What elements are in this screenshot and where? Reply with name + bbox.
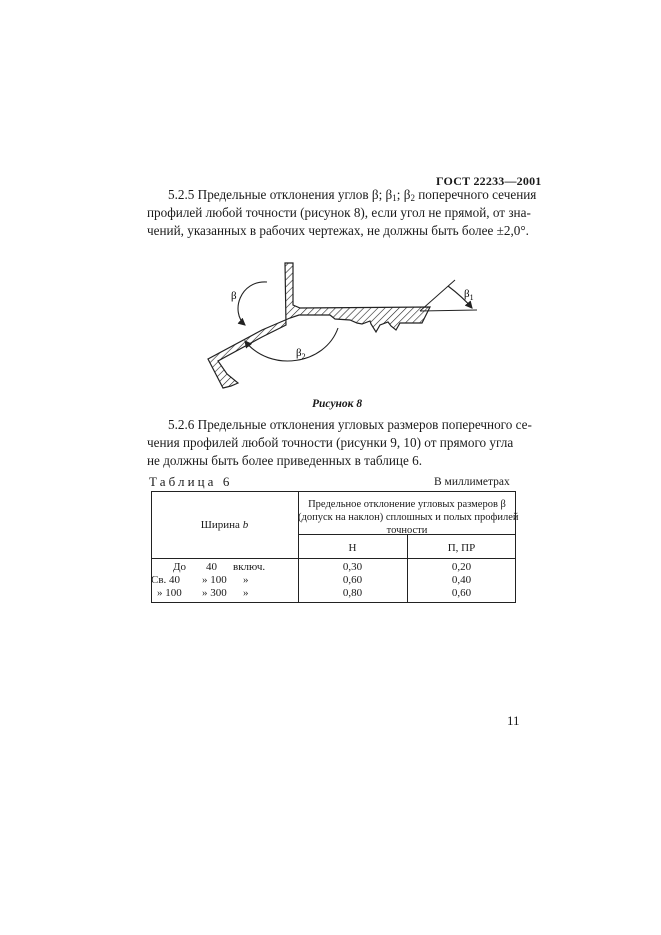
- row-2-a: Св. 40: [151, 574, 181, 586]
- para-525-line-2: профилей любой точности (рисунок 8), если угол не прямой, от зна-: [147, 205, 531, 220]
- sub-1: 1: [392, 193, 397, 203]
- figure-8-drawing: [190, 255, 490, 395]
- row-1-b: 40: [206, 561, 217, 573]
- row-2-h: 0,60: [342, 574, 363, 586]
- para-526-line-2: чения профилей любой точности (рисунки 9, 10) от прямого угла: [147, 435, 514, 450]
- row-2-b: » 100: [202, 574, 227, 586]
- beta-label: β: [231, 290, 237, 302]
- row-1-c: включ.: [233, 561, 266, 573]
- header-h: Н: [348, 542, 357, 554]
- header-p-pr: П, ПР: [447, 542, 476, 554]
- profile-section-shape: [208, 263, 430, 388]
- row-3-h: 0,80: [342, 587, 363, 599]
- para-525-line-3: чений, указанных в рабочих чертежах, не должны быть более ±2,0°.: [147, 223, 529, 238]
- beta1-extension-line: [420, 280, 455, 311]
- table-units: В миллиметрах: [434, 476, 510, 488]
- figure-caption: Рисунок 8: [312, 398, 363, 410]
- row-1-p: 0,20: [451, 561, 472, 573]
- table-6: [151, 491, 519, 603]
- row-2-c: »: [243, 574, 249, 586]
- header-width: Ширина b: [200, 519, 249, 531]
- para-525-line-1: 5.2.5 Предельные отклонения углов β; β: [168, 187, 393, 202]
- row-1-a: До: [173, 561, 187, 573]
- row-3-b: » 300: [202, 587, 227, 599]
- table-border-top: [151, 491, 516, 492]
- beta-arc: [238, 282, 267, 325]
- row-3-c: »: [243, 587, 249, 599]
- table-header-divider: [151, 558, 516, 559]
- row-2-p: 0,40: [451, 574, 472, 586]
- para-526-line-3: не должны быть более приведенных в таблице 6.: [147, 453, 422, 468]
- table-border-bottom: [151, 602, 516, 603]
- paragraph-5-2-6: [147, 416, 532, 470]
- sub-2: 2: [410, 193, 415, 203]
- group-header-line-3: точности: [386, 525, 428, 536]
- header-deviation-group: [298, 498, 519, 537]
- group-header-line-1: Предельное отклонение угловых размеров β: [308, 499, 506, 510]
- para-526-line-1: 5.2.6 Предельные отклонения угловых размеров поперечного се-: [168, 417, 532, 432]
- standard-header: ГОСТ 22233—2001: [436, 174, 542, 188]
- row-3-a: » 100: [157, 587, 182, 599]
- para-525-line-1b: ; β: [396, 187, 411, 202]
- row-1-h: 0,30: [342, 561, 363, 573]
- para-525-line-1c: поперечного сечения: [414, 187, 537, 202]
- page-number: 11: [507, 713, 520, 728]
- beta2-label: $\beta_2$: [296, 347, 306, 361]
- table-title: Таблица 6: [149, 474, 233, 489]
- paragraph-5-2-5: [147, 186, 537, 240]
- table-border-left: [151, 491, 152, 603]
- row-3-p: 0,60: [451, 587, 472, 599]
- beta1-label: $\beta_1$: [464, 288, 474, 302]
- group-header-line-2: (допуск на наклон) сплошных и полых профилей: [298, 512, 519, 523]
